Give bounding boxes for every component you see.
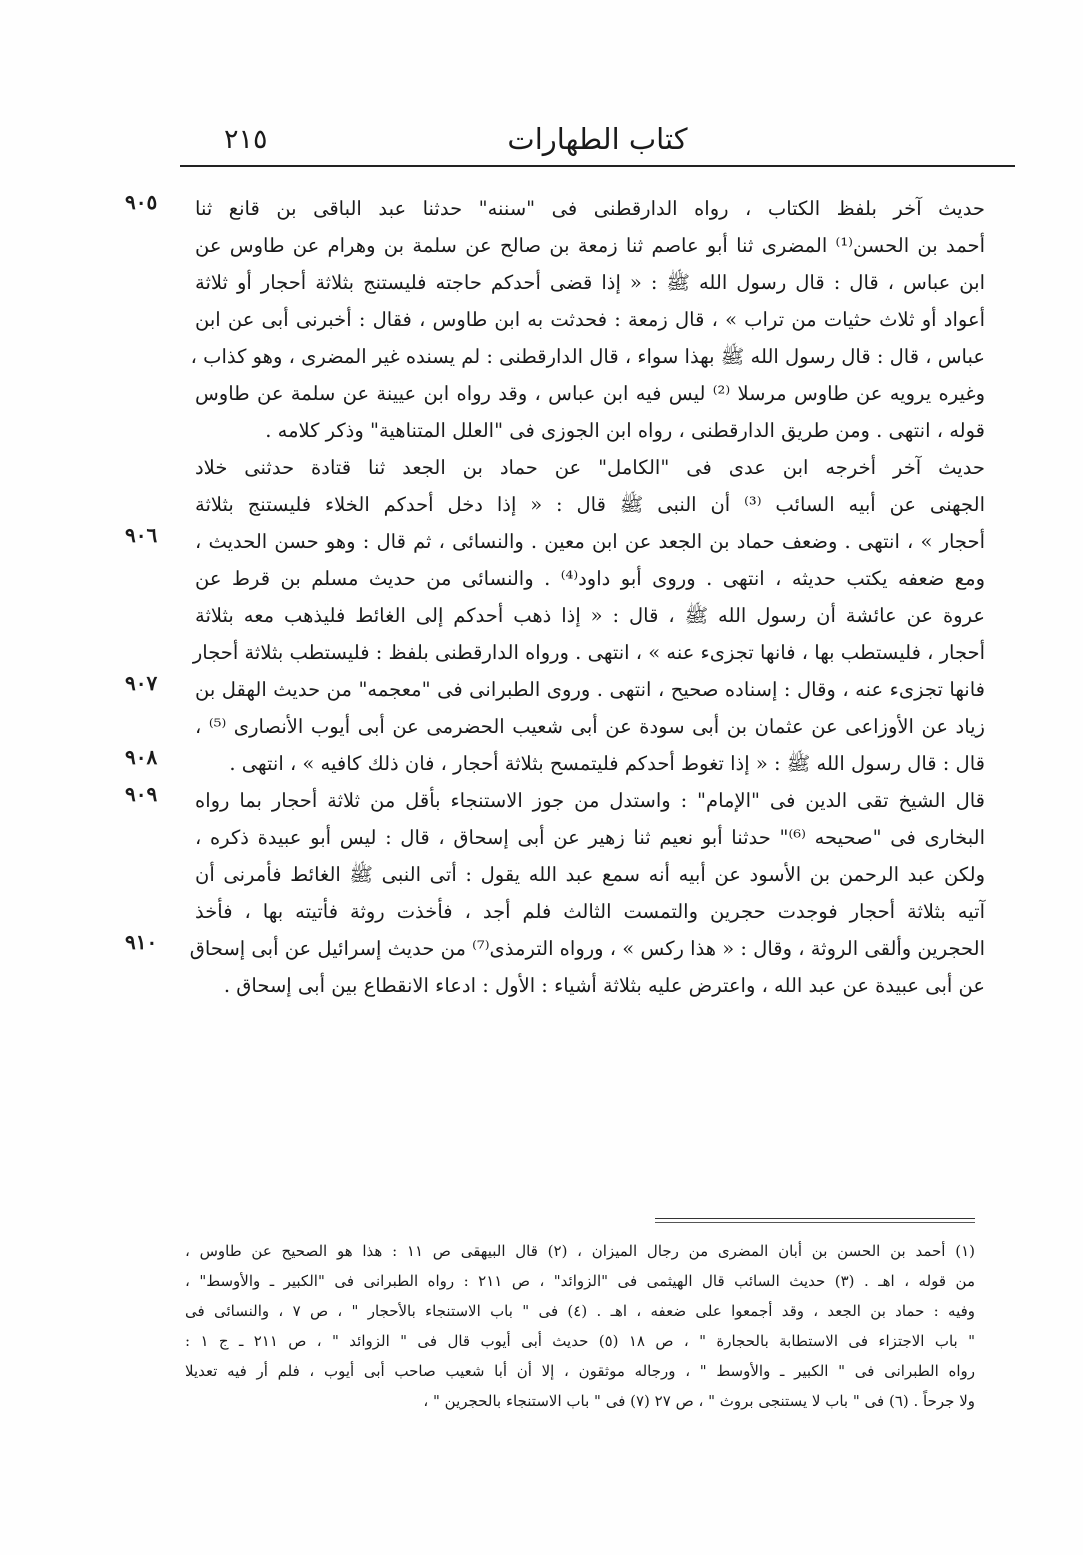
- footnote-rule: [655, 1218, 975, 1219]
- text-line: عباس ، قال : قال رسول الله ﷺ بهذا سواء ، قال الدارقطنى : لم يسنده غير المضرى ، وهو كذاب ،: [190, 345, 985, 368]
- footnote-line: " باب الاجتزاء فى الاستطابة بالحجارة " ، ص ١٨ (٥) حديث أبى أيوب قال فى " الزوائد " ، ص ٢١١ ـ ج ١ :: [185, 1332, 975, 1350]
- text-line: ومع ضعفه يكتب حديثه ، انتهى . وروى أبو داود⁽⁴⁾ . والنسائى من حديث مسلم بن قرط عن: [195, 567, 986, 590]
- text-line: ولكن عبد الرحمن بن الأسود عن أبيه أنه سمع عبد الله يقول : أتى النبى ﷺ الغائط فأمرنى أن: [195, 863, 985, 886]
- page-number: ٢١٥: [224, 124, 268, 155]
- text-line: الجهنى عن أبيه السائب ⁽³⁾ أن النبى ﷺ قال : « إذا دخل أحدكم الخلاء فليستنج بثلاثة: [195, 493, 985, 516]
- footnote-line: من قوله ، اهـ . (٣) حديث السائب قال الهيثمى فى "الزوائد" ، ص ٢١١ : رواه الطبرانى فى "الكبير ـ والأوسط" ،: [185, 1272, 975, 1290]
- text-line: عروة عن عائشة أن رسول الله ﷺ ، قال : « إذا ذهب أحدكم إلى الغائط فليذهب معه بثلاثة: [195, 604, 985, 627]
- footnote-line: ولا جرحاً . (٦) فى " باب لا يستنجى بروث " ، ص ٢٧ (٧) فى " باب الاستنجاء بالحجرين " ،: [423, 1392, 975, 1410]
- hadith-number: ٩١٠: [125, 930, 158, 954]
- hadith-number: ٩٠٧: [125, 671, 158, 695]
- footnote-rule-secondary: [655, 1222, 975, 1223]
- text-line: الحجرين وألقى الروثة ، وقال : « هذا ركس » ، ورواه الترمذى⁽⁷⁾ من حديث إسرائيل عن أبى إسحاق: [189, 937, 985, 960]
- text-line: قال : قال رسول الله ﷺ : « إذا تغوط أحدكم فليتمسح بثلاثة أحجار ، فان ذلك كافيه » ، انتهى .: [229, 752, 985, 775]
- text-line: آتيه بثلاثة أحجار فوجدت حجرين والتمست الثالث فلم أجد ، فأخذت روثة فأتيته بها ، فأخذ: [195, 900, 985, 923]
- main-text: [189, 190, 986, 1004]
- text-line: أعواد أو ثلاث حثيات من تراب » ، قال زمعة : فحدثت به ابن طاوس ، فقال : أخبرنى أبى عن ابن: [195, 308, 985, 331]
- footnote-line: وفيه : حماد بن الجعد ، وقد أجمعوا على ضعفه ، اهـ . (٤) فى " باب الاستنجاء بالأحجار " ، ص ٧ ، والنسائى فى: [185, 1302, 976, 1320]
- hadith-number: ٩٠٦: [125, 523, 158, 547]
- running-title: كتاب الطهارات: [507, 122, 688, 156]
- text-line: زياد عن الأوزاعى عن عثمان بن أبى سودة عن أبى شعيب الحضرمى عن أبى أيوب الأنصارى ⁽⁵⁾ ،: [195, 715, 985, 738]
- footnote-line: رواه الطبرانى فى " الكبير ـ والأوسط " ، ورجاله موثقون ، إلا أن أبا شعيب صاحب أبى أيوب ، فلم أر فيه تعديلا: [185, 1362, 975, 1380]
- footnotes: [185, 1236, 975, 1416]
- header-rule: [180, 165, 1015, 167]
- text-line: البخارى فى "صحيحه ⁽⁶⁾" حدثنا أبو نعيم ثنا زهير عن أبى إسحاق ، قال : ليس أبو عبيدة ذكره ،: [195, 826, 985, 849]
- text-line: عن أبى عبيدة عن عبد الله ، واعترض عليه بثلاثة أشياء : الأول : ادعاء الانقطاع بين أبى إسحاق .: [223, 974, 985, 997]
- text-line: وغيره يرويه عن طاوس مرسلا ⁽²⁾ ليس فيه ابن عباس ، وقد رواه ابن عيينة عن سلمة عن طاوس: [195, 382, 986, 405]
- text-line: أحجار » ، انتهى . وضعف حماد بن الجعد عن ابن معين . والنسائى ، ثم قال : وهو حسن الحديث ،: [195, 530, 985, 553]
- page-header: [180, 118, 1015, 164]
- text-line: قال الشيخ تقى الدين فى "الإمام" : واستدل من جوز الاستنجاء بأقل من ثلاثة أحجار بما رواه: [195, 789, 985, 812]
- text-line: ابن عباس ، قال : قال رسول الله ﷺ : « إذا قضى أحدكم حاجته فليستنج بثلاثة أحجار أو ثلاثة: [195, 271, 985, 294]
- hadith-number: ٩٠٥: [125, 190, 158, 214]
- text-line: أحجار ، فليستطب بها ، فانها تجزىء عنه » ، انتهى . ورواه الدارقطنى بلفظ : فليستطب بثلاثة أحجار: [192, 641, 985, 664]
- text-line: حديث آخر أخرجه ابن عدى فى "الكامل" عن حماد بن الجعد ثنا قتادة حدثنى خلاد: [195, 456, 985, 479]
- hadith-number: ٩٠٨: [125, 745, 158, 769]
- text-line: فانها تجزىء عنه ، وقال : إسناده صحيح ، انتهى . وروى الطبرانى فى "معجمه" من حديث الهقل بن: [195, 678, 985, 701]
- hadith-number: ٩٠٩: [125, 782, 158, 806]
- footnote-line: (١) أحمد بن الحسن بن أبان المضرى من رجال الميزان ، (٢) قال البيهقى ص ١١ : هذا هو الصحيح عن طاوس ،: [185, 1242, 975, 1260]
- text-line: أحمد بن الحسن⁽¹⁾ المضرى ثنا أبو عاصم ثنا زمعة بن صالح عن سلمة بن وهرام عن طاوس عن: [195, 234, 985, 257]
- text-line: حديث آخر بلفظ الكتاب ، رواه الدارقطنى فى "سننه" حدثنا عبد الباقى بن قانع ثنا: [195, 197, 985, 220]
- text-line: قوله ، انتهى . ومن طريق الدارقطنى ، رواه ابن الجوزى فى "العلل المتناهية" وذكر كلامه .: [265, 419, 985, 442]
